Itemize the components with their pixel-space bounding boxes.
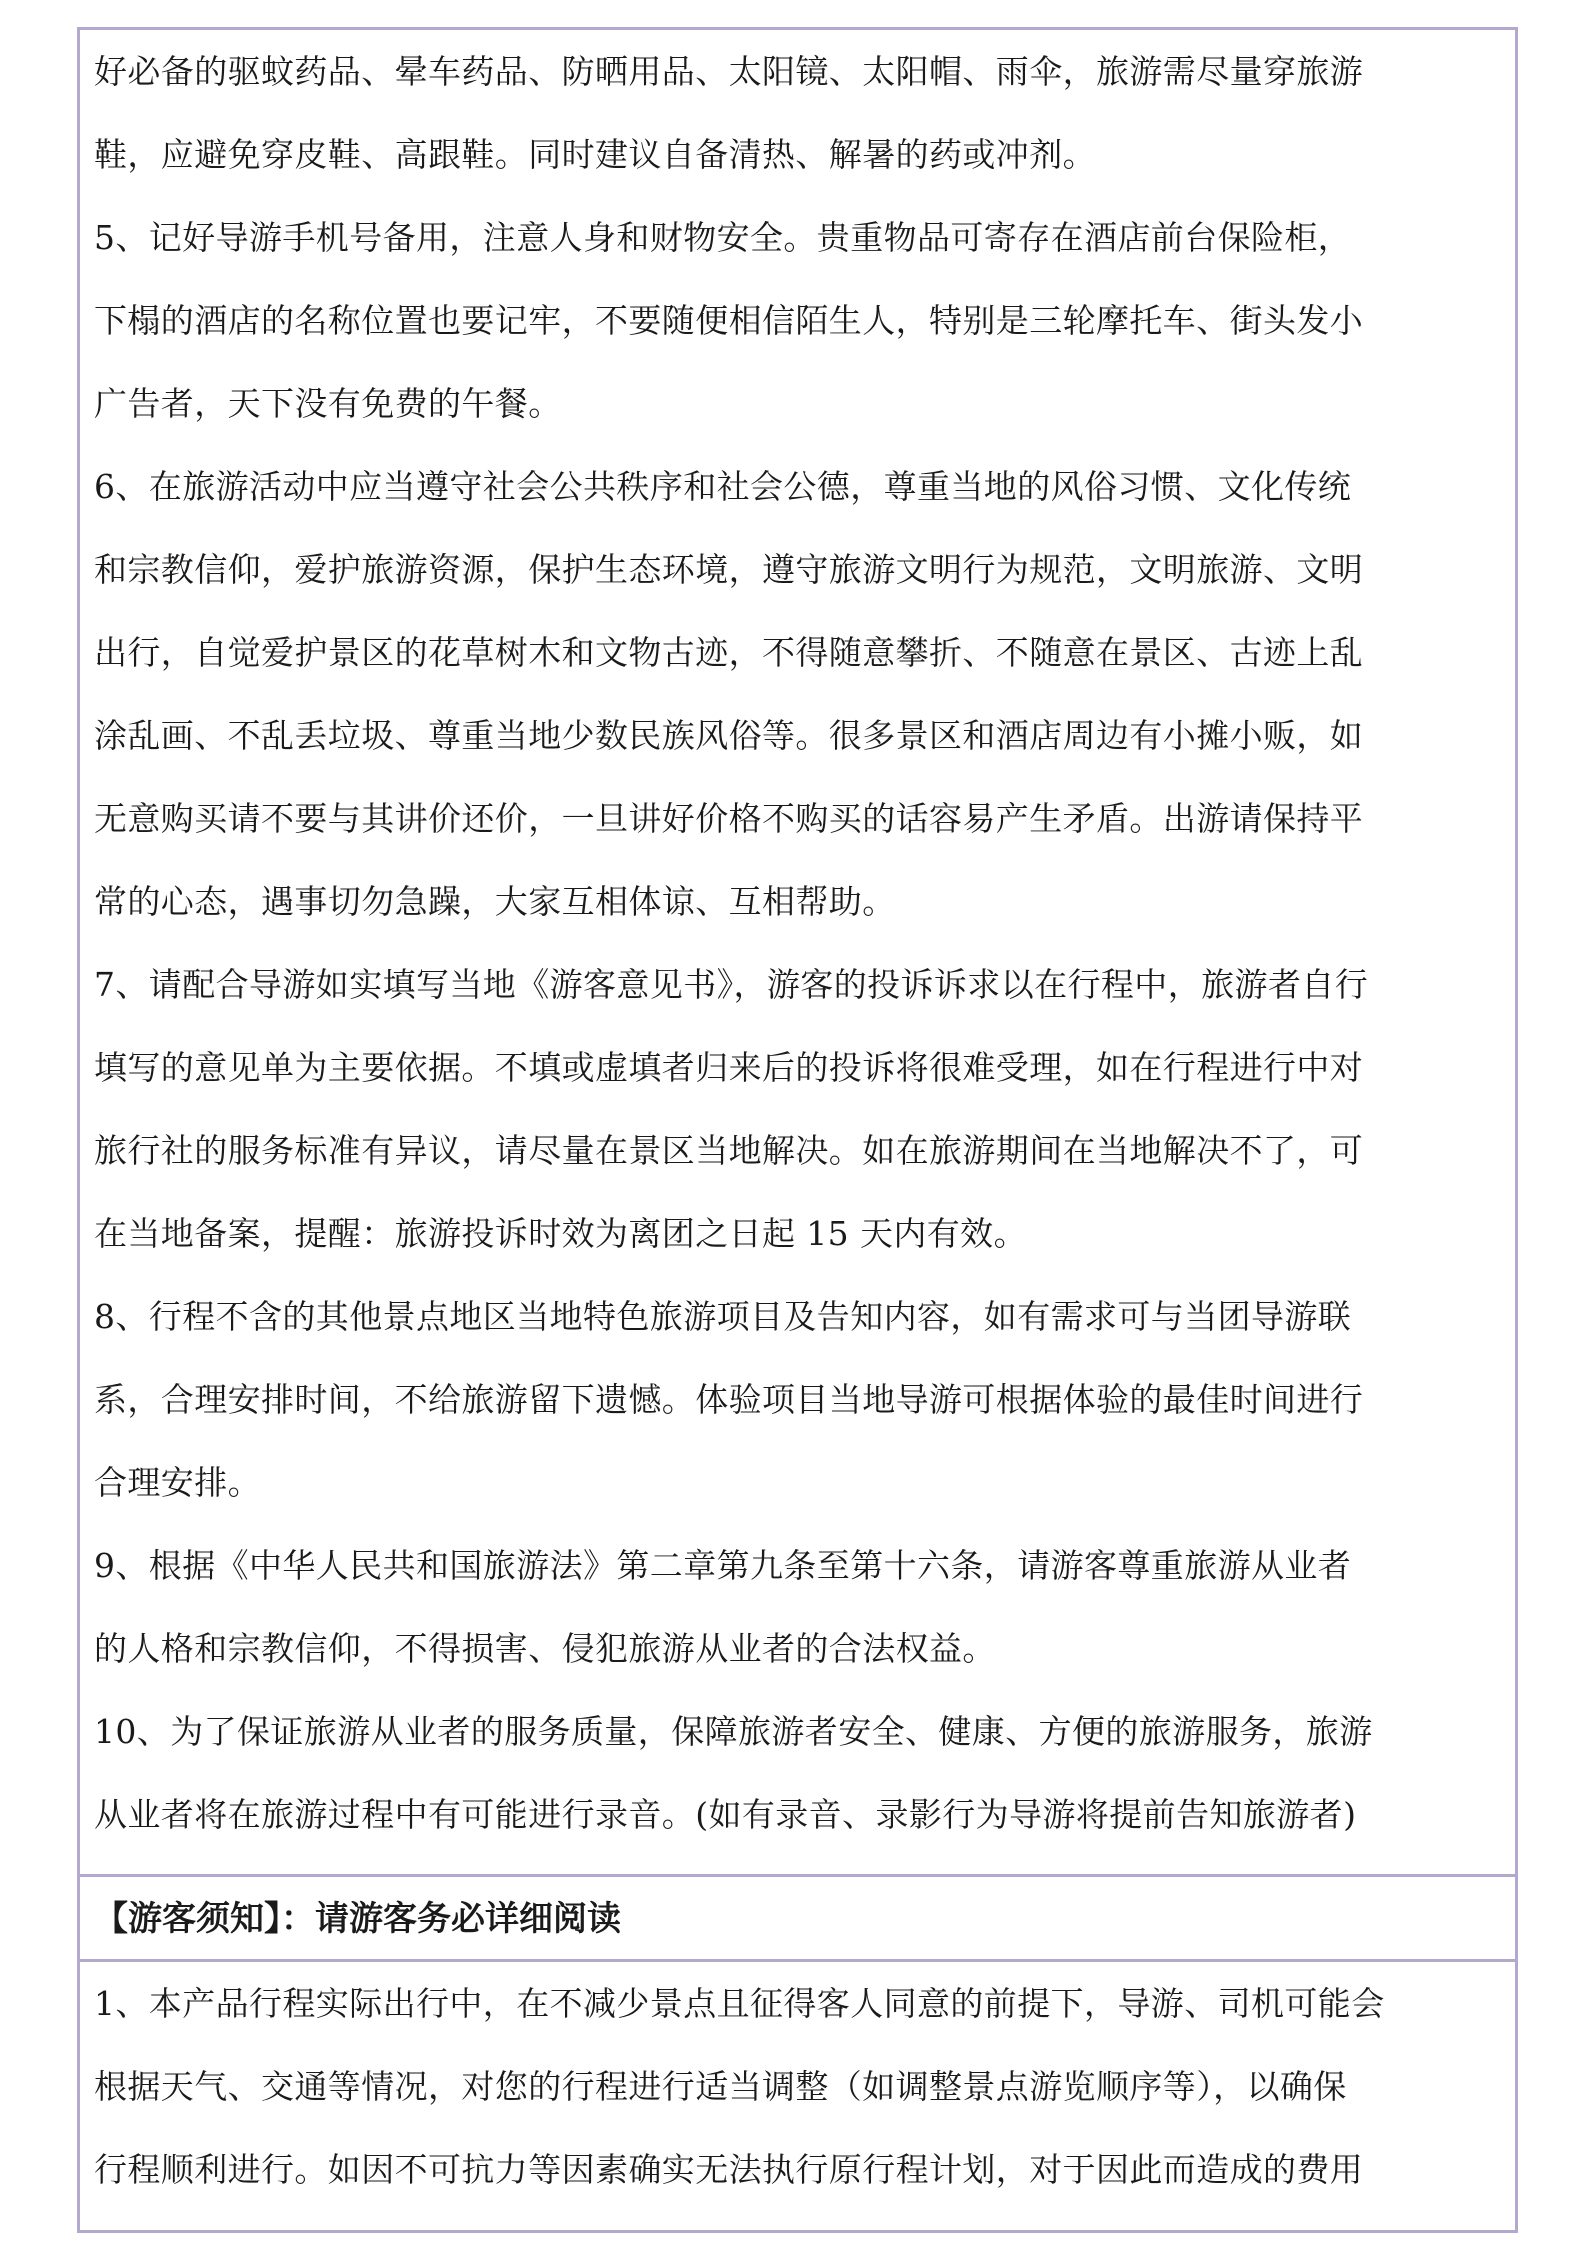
notice-rules-cell <box>80 1962 1515 2233</box>
text-line: 下榻的酒店的名称位置也要记牢，不要随便相信陌生人，特别是三轮摩托车、街头发小 <box>94 301 1364 340</box>
text-line: 好必备的驱蚊药品、晕车药品、防晒用品、太阳镜、太阳帽、雨伞，旅游需尽量穿旅游 <box>94 52 1364 91</box>
text-line: 系，合理安排时间，不给旅游留下遗憾。体验项目当地导游可根据体验的最佳时间进行 <box>94 1380 1364 1419</box>
text-line: 1、本产品行程实际出行中，在不减少景点且征得客人同意的前提下，导游、司机可能会 <box>94 1984 1385 2023</box>
text-line: 和宗教信仰，爱护旅游资源，保护生态环境，遵守旅游文明行为规范，文明旅游、文明 <box>94 550 1364 589</box>
text-line: 根据天气、交通等情况，对您的行程进行适当调整（如调整景点游览顺序等），以确保 <box>94 2067 1347 2106</box>
travel-notes-cell <box>80 30 1515 1877</box>
text-line: 9、根据《中华人民共和国旅游法》第二章第九条至第十六条，请游客尊重旅游从业者 <box>94 1546 1352 1585</box>
text-line: 常的心态，遇事切勿急躁，大家互相体谅、互相帮助。 <box>94 882 896 921</box>
text-line: 7、请配合导游如实填写当地《游客意见书》，游客的投诉诉求以在行程中，旅游者自行 <box>94 965 1369 1004</box>
text-line: 出行，自觉爱护景区的花草树木和文物古迹，不得随意攀折、不随意在景区、古迹上乱 <box>94 633 1364 672</box>
text-line: 无意购买请不要与其讲价还价，一旦讲好价格不购买的话容易产生矛盾。出游请保持平 <box>94 799 1364 838</box>
text-line: 涂乱画、不乱丢垃圾、尊重当地少数民族风俗等。很多景区和酒店周边有小摊小贩，如 <box>94 716 1364 755</box>
text-line: 旅行社的服务标准有异议，请尽量在景区当地解决。如在旅游期间在当地解决不了，可 <box>94 1131 1364 1170</box>
text-line: 5、记好导游手机号备用，注意人身和财物安全。贵重物品可寄存在酒店前台保险柜， <box>94 218 1352 257</box>
text-line: 6、在旅游活动中应当遵守社会公共秩序和社会公德，尊重当地的风俗习惯、文化传统 <box>94 467 1352 506</box>
notice-header-cell <box>80 1877 1515 1962</box>
text-line: 从业者将在旅游过程中有可能进行录音。(如有录音、录影行为导游将提前告知旅游者) <box>94 1795 1357 1834</box>
text-line: 的人格和宗教信仰，不得损害、侵犯旅游从业者的合法权益。 <box>94 1629 996 1668</box>
text-line: 填写的意见单为主要依据。不填或虚填者归来后的投诉将很难受理，如在行程进行中对 <box>94 1048 1364 1087</box>
text-line: 8、行程不含的其他景点地区当地特色旅游项目及告知内容，如有需求可与当团导游联 <box>94 1297 1352 1336</box>
document-table <box>77 27 1518 2233</box>
text-line: 广告者，天下没有免费的午餐。 <box>94 384 562 423</box>
text-line: 10、为了保证旅游从业者的服务质量，保障旅游者安全、健康、方便的旅游服务，旅游 <box>94 1712 1373 1751</box>
text-line: 行程顺利进行。如因不可抗力等因素确实无法执行原行程计划，对于因此而造成的费用 <box>94 2150 1364 2189</box>
text-line: 合理安排。 <box>94 1463 261 1502</box>
text-line: 在当地备案，提醒：旅游投诉时效为离团之日起 15 天内有效。 <box>94 1214 1027 1253</box>
section-heading: 【游客须知】：请游客务必详细阅读 <box>94 1899 621 1939</box>
text-line: 鞋，应避免穿皮鞋、高跟鞋。同时建议自备清热、解暑的药或冲剂。 <box>94 135 1096 174</box>
